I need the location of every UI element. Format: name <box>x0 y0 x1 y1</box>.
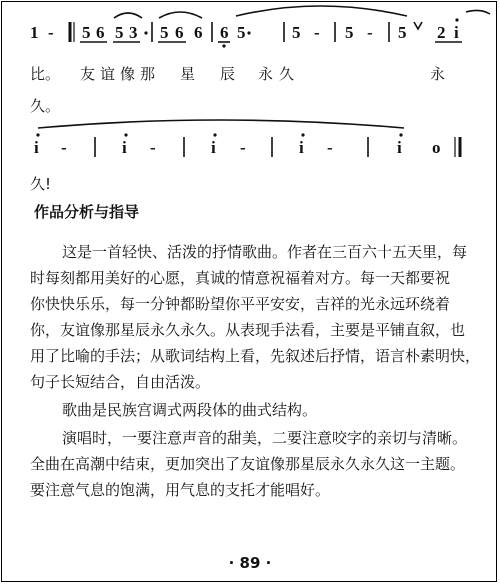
note: 6 <box>175 23 184 42</box>
note: 3 <box>129 23 138 42</box>
paragraph-line: 这是一首轻快、活泼的抒情歌曲。作者在三百六十五天里，每 <box>62 243 468 261</box>
lyric: 永久 <box>258 65 301 83</box>
note: i <box>397 138 402 157</box>
note: - <box>150 138 156 157</box>
note: 5 <box>82 23 91 42</box>
page-number: · 89 · <box>228 554 272 572</box>
paragraph-line: 你，友谊像那星辰永久永久。从表现手法看，主要是平铺直叙，也 <box>30 321 466 339</box>
note: 5 <box>115 23 124 42</box>
lyric: 久。 <box>30 97 61 115</box>
score-notation <box>0 0 500 200</box>
note: - <box>240 138 246 157</box>
lyric: 永 <box>430 65 446 83</box>
paragraph-line: 演唱时，一要注意声音的甜美，二要注意咬字的亲切与清晰。 <box>62 429 468 447</box>
note: - <box>61 138 67 157</box>
note: 6 <box>96 23 105 42</box>
lyric: 比。 <box>30 65 61 83</box>
paragraph-line: 全曲在高潮中结束，更加突出了友谊像那星辰永久永久这一主题。 <box>30 455 466 473</box>
note: i <box>211 138 216 157</box>
note: 6 <box>194 23 203 42</box>
note: 1 <box>30 23 39 42</box>
lyric: 久! <box>30 175 52 193</box>
note: 5 <box>398 23 407 42</box>
note: 2 <box>437 23 446 42</box>
paragraph-line: 句子长短结合，自由活泼。 <box>30 373 211 391</box>
note: i <box>122 138 127 157</box>
paragraph-line: 时每刻都用美好的心愿，真诚的情意祝福着对方。每一天都要祝 <box>30 269 451 287</box>
note: o <box>432 138 441 157</box>
lyric: 友谊像那 <box>80 65 161 83</box>
note: i <box>299 138 304 157</box>
music-score <box>0 0 500 200</box>
paragraph-line: 你快快乐乐，每一分钟都盼望你平平安安，吉祥的光永远环绕着 <box>30 295 451 313</box>
paragraph-line: 用了比喻的手法；从歌词结构上看，先叙述后抒情，语言朴素明快， <box>30 347 481 365</box>
lyric: 辰 <box>220 65 236 83</box>
note: 5 <box>237 23 246 42</box>
note: - <box>314 23 320 42</box>
lyric: 星 <box>180 65 196 83</box>
note: 6 <box>220 23 229 42</box>
note: i <box>454 23 459 42</box>
note: 5 <box>345 23 354 42</box>
note: 5 <box>160 23 169 42</box>
note: 5 <box>292 23 301 42</box>
note: - <box>48 23 54 42</box>
paragraph-line: 歌曲是民族宫调式两段体的曲式结构。 <box>62 401 318 419</box>
note: i <box>34 138 39 157</box>
section-heading: 作品分析与指导 <box>34 203 140 221</box>
paragraph-line: 要注意气息的饱满，用气息的支托才能唱好。 <box>30 481 331 499</box>
note: - <box>367 23 373 42</box>
note: - <box>327 138 333 157</box>
